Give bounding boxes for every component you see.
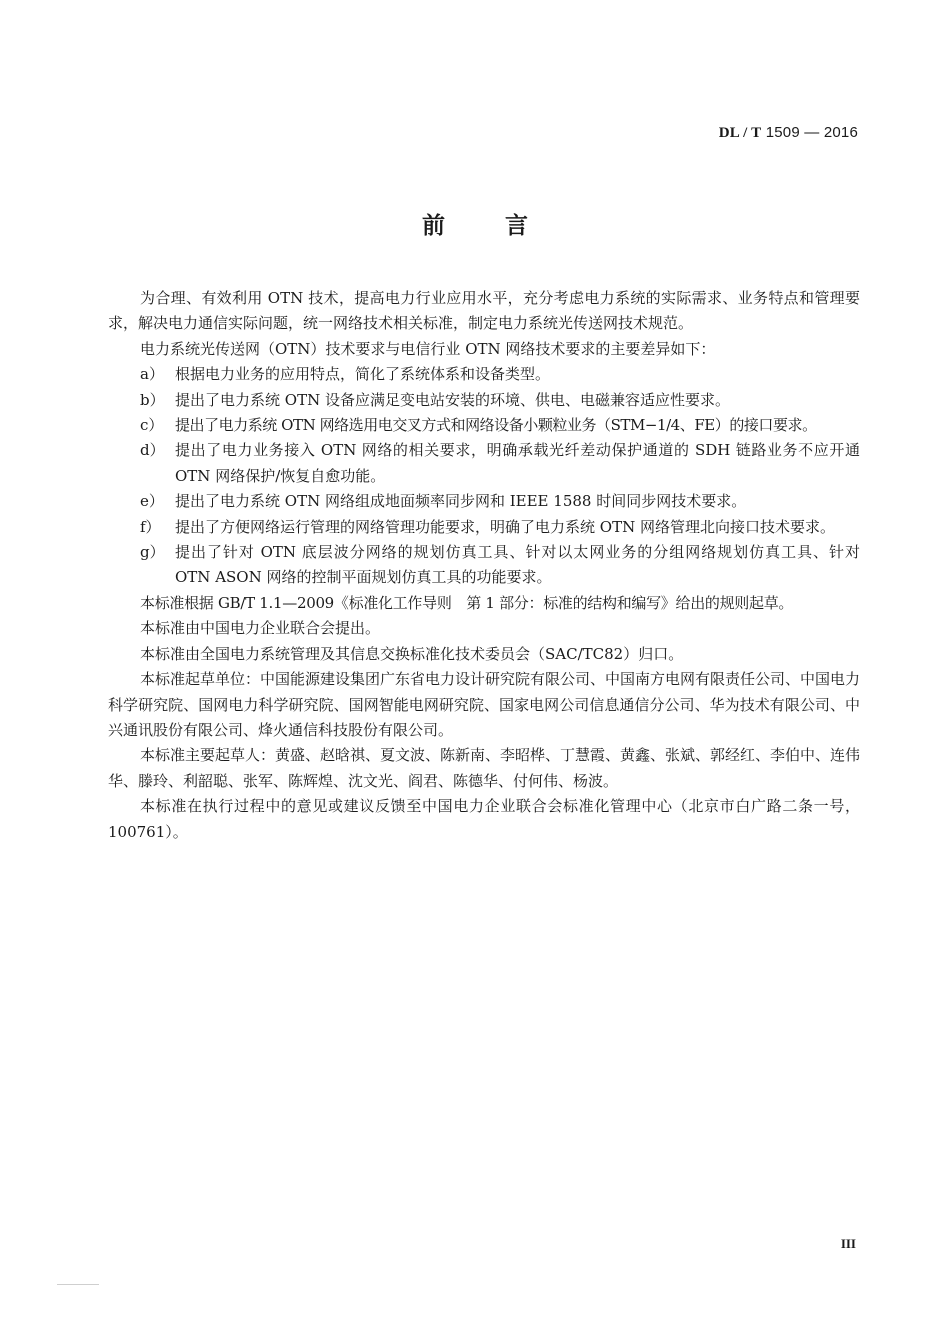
list-item-label: g） xyxy=(140,543,165,562)
list-item-label: f） xyxy=(140,517,161,536)
list-item xyxy=(140,362,860,387)
paragraph-drafters: 本标准主要起草人：黄盛、赵晗祺、夏文波、陈新南、李昭桦、丁慧霞、黄鑫、张斌、郭经红、李伯中、连伟华、滕玲、利韶聪、张军、陈辉煌、沈文光、阎君、陈德华、付何伟、杨波。 xyxy=(108,746,861,790)
title-char-1: 前 xyxy=(422,213,445,239)
list-item xyxy=(140,489,860,514)
list-item-label: b） xyxy=(140,390,165,409)
list-item xyxy=(140,438,860,489)
list-item-text: 提出了电力系统 OTN 网络组成地面频率同步网和 IEEE 1588 时间同步网技术要求。 xyxy=(175,492,747,511)
list-item-text: 提出了电力系统 OTN 网络选用电交叉方式和网络设备小颗粒业务（STM−1/4、FE）的接口要求。 xyxy=(175,416,817,435)
list-item-label: a） xyxy=(140,365,164,384)
list-item-label: c） xyxy=(140,416,164,435)
scan-artifact xyxy=(57,1284,99,1285)
paragraph-drafting-rules: 本标准根据 GB/T 1.1—2009《标准化工作导则 第 1 部分：标准的结构和编写》给出的规则起草。 xyxy=(140,593,794,612)
page-number: III xyxy=(840,1236,856,1251)
list-item xyxy=(140,515,860,540)
paragraph-drafting-units: 本标准起草单位：中国能源建设集团广东省电力设计研究院有限公司、中国南方电网有限责任公司、中国电力科学研究院、国网电力科学研究院、国网智能电网研究院、国家电网公司信息通信分公司、华为技术有限公司、中兴通讯股份有限公司、烽火通信科技股份有限公司。 xyxy=(108,670,861,739)
list-item-text: 提出了电力业务接入 OTN 网络的相关要求，明确承载光纤差动保护通道的 SDH 链路业务不应开通 OTN 网络保护/恢复自愈功能。 xyxy=(175,441,860,485)
standard-number: 1509 — 2016 xyxy=(765,124,858,141)
list-item-text: 根据电力业务的应用特点，简化了系统体系和设备类型。 xyxy=(175,365,551,384)
standard-code xyxy=(719,124,858,142)
paragraph-differences-intro: 电力系统光传送网（OTN）技术要求与电信行业 OTN 网络技术要求的主要差异如下： xyxy=(140,339,716,358)
paragraph-feedback: 本标准在执行过程中的意见或建议反馈至中国电力企业联合会标准化管理中心（北京市白广路二条一号，100761）。 xyxy=(108,797,860,841)
list-item-label: d） xyxy=(140,441,165,460)
list-item-text: 提出了方便网络运行管理的网络管理功能要求，明确了电力系统 OTN 网络管理北向接口技术要求。 xyxy=(175,517,835,536)
list-item-text: 提出了电力系统 OTN 设备应满足变电站安装的环境、供电、电磁兼容适应性要求。 xyxy=(175,390,730,409)
list-item-text: 提出了针对 OTN 底层波分网络的规划仿真工具、针对以太网业务的分组网络规划仿真工具、针对 OTN ASON 网络的控制平面规划仿真工具的功能要求。 xyxy=(175,543,860,587)
foreword-body xyxy=(108,286,860,845)
paragraph-proposer: 本标准由中国电力企业联合会提出。 xyxy=(140,619,381,638)
list-item xyxy=(140,540,860,591)
standard-prefix: DL / T xyxy=(718,125,762,141)
page-title xyxy=(0,207,950,240)
list-item xyxy=(140,413,860,438)
paragraph-purpose: 为合理、有效利用 OTN 技术，提高电力行业应用水平，充分考虑电力系统的实际需求、业务特点和管理要求，解决电力通信实际问题，统一网络技术相关标准，制定电力系统光传送网技术规范。 xyxy=(108,289,860,333)
title-char-2: 言 xyxy=(505,213,528,239)
list-item xyxy=(140,388,860,413)
list-item-label: e） xyxy=(140,492,164,511)
paragraph-committee: 本标准由全国电力系统管理及其信息交换标准化技术委员会（SAC/TC82）归口。 xyxy=(140,644,684,663)
